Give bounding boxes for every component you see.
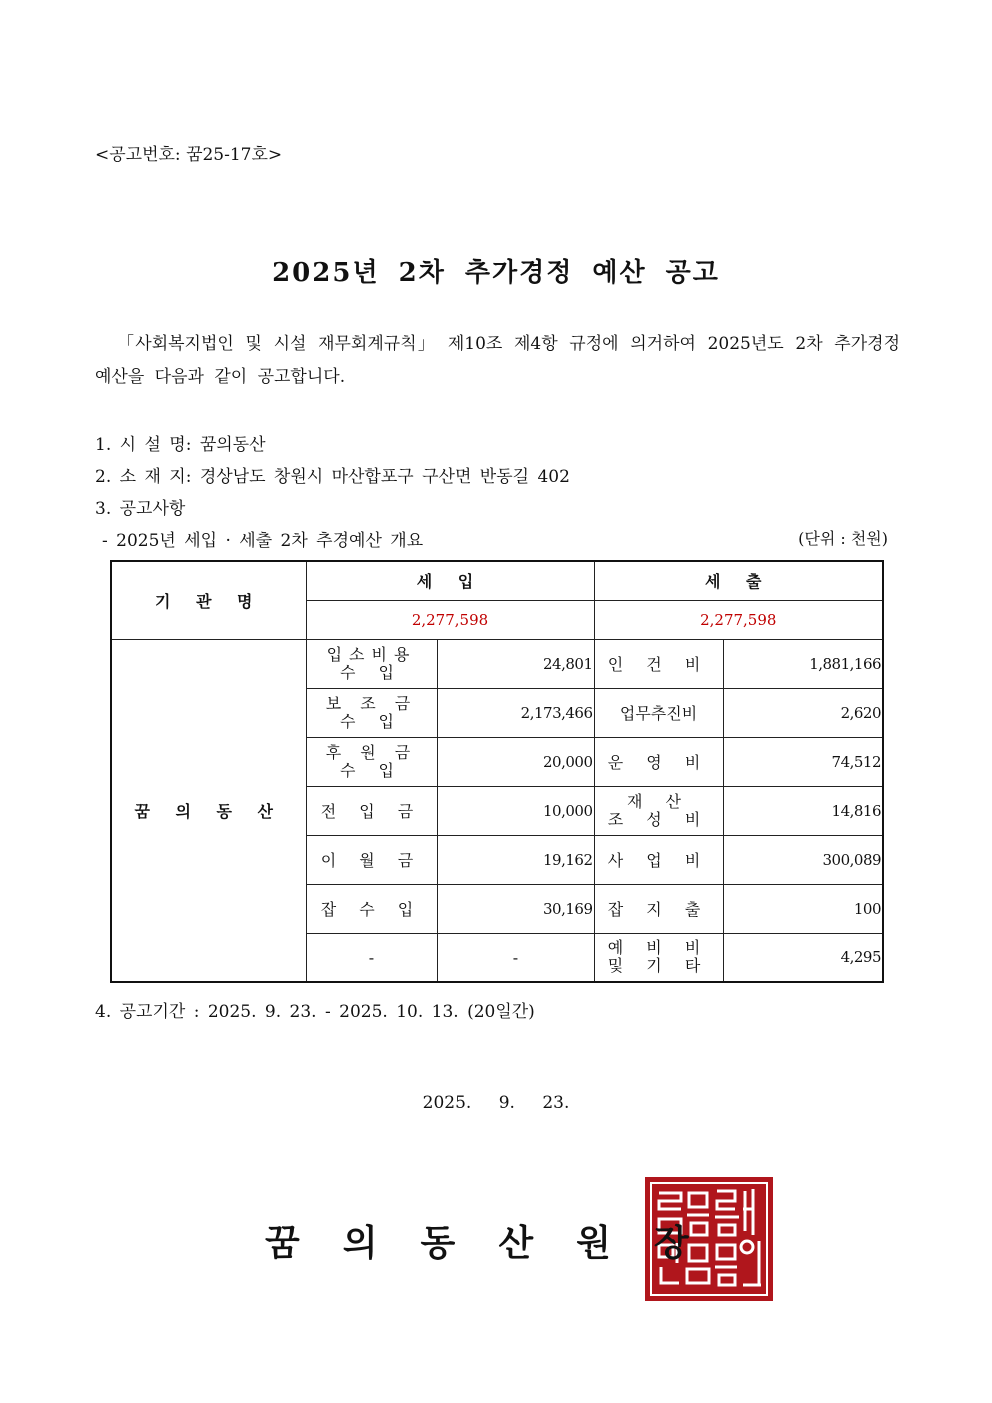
expense-item-line1: 재 산 bbox=[627, 791, 691, 811]
revenue-value: 2,173,466 bbox=[437, 688, 594, 737]
revenue-value: 10,000 bbox=[437, 786, 594, 835]
revenue-item: 잡 수 입 bbox=[306, 884, 437, 933]
revenue-value: 19,162 bbox=[437, 835, 594, 884]
org-name: 꿈 의 동 산 bbox=[111, 639, 306, 982]
revenue-value: 20,000 bbox=[437, 737, 594, 786]
address-line: 2. 소 재 지: 경상남도 창원시 마산합포구 구산면 반동길 402 bbox=[95, 467, 570, 487]
expense-item: 사 업 비 bbox=[594, 835, 723, 884]
notice-number: <공고번호: 꿈25-17호> bbox=[95, 145, 283, 165]
header-org: 기 관 명 bbox=[111, 561, 306, 639]
expense-value: 74,512 bbox=[723, 737, 883, 786]
revenue-item-line2: 수 입 bbox=[340, 711, 403, 731]
expense-item: 운 영 비 bbox=[594, 737, 723, 786]
revenue-item-line1: 입소비용 bbox=[326, 644, 417, 664]
notice-items-heading: 3. 공고사항 bbox=[95, 499, 186, 519]
expense-value: 1,881,166 bbox=[723, 639, 883, 688]
revenue-item: 이 월 금 bbox=[306, 835, 437, 884]
expense-value: 4,295 bbox=[723, 933, 883, 982]
revenue-item-line1: 후 원 금 bbox=[325, 742, 418, 762]
expense-item: 잡 지 출 bbox=[594, 884, 723, 933]
expense-value: 100 bbox=[723, 884, 883, 933]
expense-item-line2: 조 성 비 bbox=[607, 809, 710, 829]
expense-item-line2: 및 기 타 bbox=[607, 956, 710, 976]
notice-date: 2025. 9. 23. bbox=[422, 1093, 570, 1113]
expense-value: 2,620 bbox=[723, 688, 883, 737]
unit-label: (단위 : 천원) bbox=[798, 529, 888, 548]
page-title: 2025년 2차 추가경정 예산 공고 bbox=[272, 258, 720, 288]
revenue-item-line1: 보 조 금 bbox=[325, 693, 418, 713]
revenue-item-line2: 수 입 bbox=[340, 662, 403, 682]
header-expense: 세 출 bbox=[594, 561, 883, 600]
revenue-value: 24,801 bbox=[437, 639, 594, 688]
facility-name-line: 1. 시 설 명: 꿈의동산 bbox=[95, 435, 266, 455]
revenue-item-line2: 수 입 bbox=[340, 760, 403, 780]
header-revenue: 세 입 bbox=[306, 561, 594, 600]
director-signature: 꿈의동산원장 bbox=[265, 1222, 732, 1264]
budget-table bbox=[110, 560, 884, 983]
revenue-item bbox=[306, 688, 437, 737]
expense-item bbox=[594, 786, 723, 835]
expense-item: 업무추진비 bbox=[594, 688, 723, 737]
expense-item-line1: 예 비 비 bbox=[607, 938, 710, 958]
revenue-item: 전 입 금 bbox=[306, 786, 437, 835]
revenue-item: - bbox=[306, 933, 437, 982]
budget-subheading: - 2025년 세입 · 세출 2차 추경예산 개요 bbox=[102, 531, 424, 551]
notice-period-line: 4. 공고기간 : 2025. 9. 23. - 2025. 10. 13. (20일간) bbox=[95, 1002, 535, 1022]
revenue-value: 30,169 bbox=[437, 884, 594, 933]
expense-value: 300,089 bbox=[723, 835, 883, 884]
revenue-total: 2,277,598 bbox=[306, 600, 594, 639]
expense-item bbox=[594, 933, 723, 982]
table-row bbox=[111, 639, 883, 688]
revenue-value: - bbox=[437, 933, 594, 982]
expense-item: 인 건 비 bbox=[594, 639, 723, 688]
revenue-item bbox=[306, 639, 437, 688]
expense-value: 14,816 bbox=[723, 786, 883, 835]
intro-paragraph: 「사회복지법인 및 시설 재무회계규칙」 제10조 제4항 규정에 의거하여 2025년도 2차 추가경정 예산을 다음과 같이 공고합니다. bbox=[95, 334, 900, 387]
expense-total: 2,277,598 bbox=[594, 600, 883, 639]
revenue-item bbox=[306, 737, 437, 786]
